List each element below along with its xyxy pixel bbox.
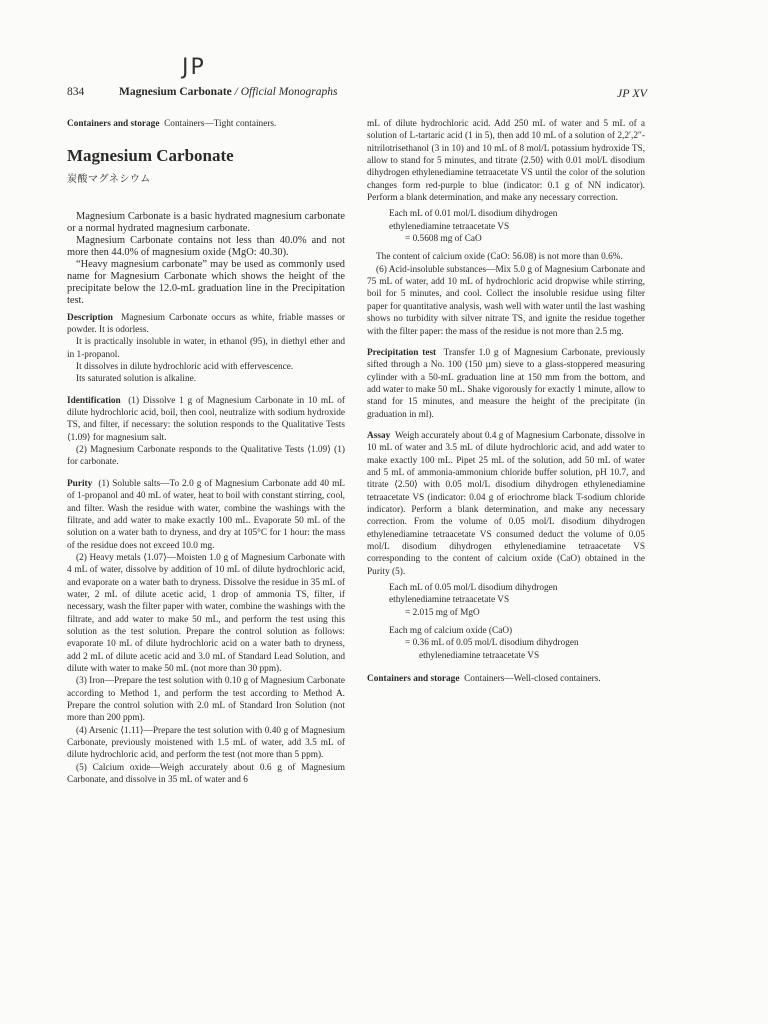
description-text: Magnesium Carbonate occurs as white, friable masses or powder. It is odorless.	[67, 312, 345, 336]
containers-text: Containers—Well-closed containers.	[464, 674, 601, 685]
intro-paragraph-3: “Heavy magnesium carbonate” may be used as commonly used name for Magnesium Carbonate which shows the height of the precipitate below the 12.0-mL graduation line in the Precipitation test.	[67, 258, 345, 306]
assay-heading: Assay	[367, 430, 391, 441]
description-paragraph	[67, 312, 345, 337]
handwritten-annotation: JP	[182, 55, 206, 80]
containers-heading: Containers and storage	[367, 674, 460, 685]
description-solubility: It is practically insoluble in water, in ethanol (95), in diethyl ether and in 1-propanol.	[67, 337, 345, 360]
formula-correction-line-2: = 0.36 mL of 0.05 mol/L disodium dihydrogen	[405, 638, 579, 649]
purity-arsenic: (4) Arsenic ⟨1.11⟩—Prepare the test solution with 0.40 g of Magnesium Carbonate, previously moistened with 1.5 mL of water, add 3.5 mL of dilute hydrochloric acid, and perform the test (not more than 5 ppm).	[67, 725, 345, 761]
prev-containers-paragraph	[67, 118, 345, 130]
intro-section	[67, 211, 345, 307]
page-header	[67, 86, 647, 106]
precipitation-text: Transfer 1.0 g of Magnesium Carbonate, previously sifted through a No. 100 (150 µm) sieve to a glass-stoppered measuring cylinder with a 50-mL graduation line at 150 mm from the bottom, and add water to make 50 mL. Shake vigorously for exactly 1 minute, allow to stand for 15 minutes, and measure the height of the precipitate (in graduation in ml).	[367, 347, 645, 420]
purity-iron: (3) Iron—Prepare the test solution with 0.10 g of Magnesium Carbonate according to Method 1, and perform the test according to Method A. Prepare the control solution with 2.0 mL of Standard Iron Solution (not more than 200 ppm).	[67, 676, 345, 724]
purity-heading: Purity	[67, 478, 93, 489]
prev-containers-heading: Containers and storage	[67, 119, 160, 129]
containers-paragraph	[367, 673, 645, 685]
precipitation-paragraph	[367, 347, 645, 421]
formula-mgo-line-2: ethylenediamine tetraacetate VS	[389, 595, 510, 606]
formula-cao-correction	[389, 625, 645, 662]
japanese-name: 炭酸マグネシウム	[67, 174, 151, 186]
right-column	[367, 118, 645, 685]
edition-label: JP XV	[616, 86, 647, 100]
left-column	[67, 118, 345, 786]
page-number: 834	[67, 86, 85, 98]
formula-cao-line-3: = 0.5608 mg of CaO	[405, 234, 482, 245]
formula-cao-line-2: ethylenediamine tetraacetate VS	[389, 221, 510, 232]
description-heading: Description	[67, 312, 113, 323]
cao-content-limit: The content of calcium oxide (CaO: 56.08) is not more than 0.6%.	[376, 252, 623, 263]
intro-paragraph-1: Magnesium Carbonate is a basic hydrated magnesium carbonate or a normal hydrated magnesium carbonate.	[67, 210, 345, 234]
calcium-oxide-continued: mL of dilute hydrochloric acid. Add 250 mL of water and 5 mL of a solution of L-tartaric acid (1 in 5), then add 10 mL of a solution of 2,2′,2″-nitrilotrisethanol (3 in 10) and 10 mL of 8 mol/L potassium hydroxide TS, allow to stand for 5 minutes, and titrate ⟨2.50⟩ with 0.01 mol/L disodium dihydrogen ethylenediamine tetraacetate VS until the color of the solution changes form red-purple to blue (indicator: 0.1 g of NN indicator). Perform a blank determination, and make any necessary correction.	[367, 119, 645, 204]
formula-correction-line-1: Each mg of calcium oxide (CaO)	[389, 626, 513, 637]
assay-paragraph	[367, 430, 645, 578]
purity-paragraph	[67, 478, 345, 552]
running-title-italic: / Official Monographs	[231, 86, 338, 98]
purity-heavy-metals: (2) Heavy metals ⟨1.07⟩—Moisten 1.0 g of Magnesium Carbonate with 4 mL of water, dissolve by addition of 10 mL of dilute hydrochloric acid, and evaporate on a water bath to dryness. Dissolve the residue in 35 mL of water, 2 mL of dilute acetic acid, 1 drop of ammonia TS, filter, if necessary, wash the filter paper with water, combine the washings with the filtrate, and add water to make 50 mL, and perform the test using this solution as the test solution. Prepare the control solution as follows: evaporate 10 mL of dilute hydrochloric acid on a water bath to dryness, add 2 mL of dilute acetic acid and 3.0 mL of Standard Lead Solution, and dilute with water to make 50 mL (not more than 30 ppm).	[67, 552, 345, 674]
identification-carbonate: (2) Magnesium Carbonate responds to the Qualitative Tests ⟨1.09⟩ (1) for carbonate.	[67, 445, 345, 468]
description-dissolves: It dissolves in dilute hydrochloric acid with effervescence.	[76, 362, 294, 373]
running-title-bold: Magnesium Carbonate	[119, 86, 232, 98]
identification-paragraph	[67, 395, 345, 444]
formula-mgo-line-1: Each mL of 0.05 mol/L disodium dihydrogen	[389, 583, 558, 594]
intro-paragraph-2: Magnesium Carbonate contains not less than 40.0% and not more then 44.0% of magnesium oxide (MgO: 40.30).	[67, 234, 345, 258]
assay-text: Weigh accurately about 0.4 g of Magnesium Carbonate, dissolve in 10 mL of water and 3.5 mL of dilute hydrochloric acid, and add water to make exactly 100 mL. Pipet 25 mL of the solution, add 50 mL of water and 5 mL of ammonia-ammonium chloride buffer solution, pH 10.7, and titrate ⟨2.50⟩ with 0.05 mol/L disodium dihydrogen ethylenediamine tetraacetate VS (indicator: 0.04 g of eriochrome black T-sodium chloride indicator). Perform a blank determination, and make any necessary correction. From the volume of 0.05 mol/L disodium dihydrogen ethylenediamine tetraacetate VS consumed deduct the volume of 0.05 mol/L disodium dihydrogen ethylenediamine tetraacetate VS corresponding to the content of calcium oxide (CaO) obtained in the Purity (5).	[367, 430, 645, 577]
formula-cao-line-1: Each mL of 0.01 mol/L disodium dihydrogen	[389, 209, 558, 220]
monograph-title: Magnesium Carbonate	[67, 146, 234, 166]
precipitation-heading: Precipitation test	[367, 347, 437, 358]
identification-text: (1) Dissolve 1 g of Magnesium Carbonate in 10 mL of dilute hydrochloric acid, boil, then cool, neutralize with sodium hydroxide TS, and filter, if necessary: the solution responds to the Qualitative Tests ⟨1.09⟩ for magnesium salt.	[67, 395, 345, 443]
purity-soluble-salts: (1) Soluble salts—To 2.0 g of Magnesium Carbonate add 40 mL of 1-propanol and 40 mL of water, heat to boil with constant stirring, cool, and filter. Wash the residue with water, combine the washings with the filtrate, and add water to make exactly 100 mL. Evaporate 50 mL of the solution on a water bath to dryness, and dry at 105°C for 1 hour: the mass of the residue does not exceed 10.0 mg.	[67, 478, 345, 551]
description-alkaline: Its saturated solution is alkaline.	[76, 374, 197, 385]
prev-containers-text: Containers—Tight containers.	[164, 119, 277, 129]
purity-acid-insoluble: (6) Acid-insoluble substances—Mix 5.0 g of Magnesium Carbonate and 75 mL of water, add 10 mL of hydrochloric acid dropwise while stirring, boil for 5 minutes, and cool. Collect the insoluble residue using filter paper for quantitative analysis, wash well with water until the last washing shows no turbidity with silver nitrate TS, and ignite the residue together with the filter paper: the mass of the residue is not more than 2.5 mg.	[367, 264, 645, 337]
identification-heading: Identification	[67, 395, 121, 406]
formula-mgo-line-3: = 2.015 mg of MgO	[405, 607, 480, 618]
formula-correction-line-3: ethylenediamine tetraacetate VS	[419, 650, 540, 661]
formula-cao	[389, 208, 645, 245]
running-title	[119, 86, 338, 98]
purity-calcium-oxide: (5) Calcium oxide—Weigh accurately about 0.6 g of Magnesium Carbonate, and dissolve in 35 mL of water and 6	[67, 762, 345, 786]
formula-mgo	[389, 582, 645, 619]
